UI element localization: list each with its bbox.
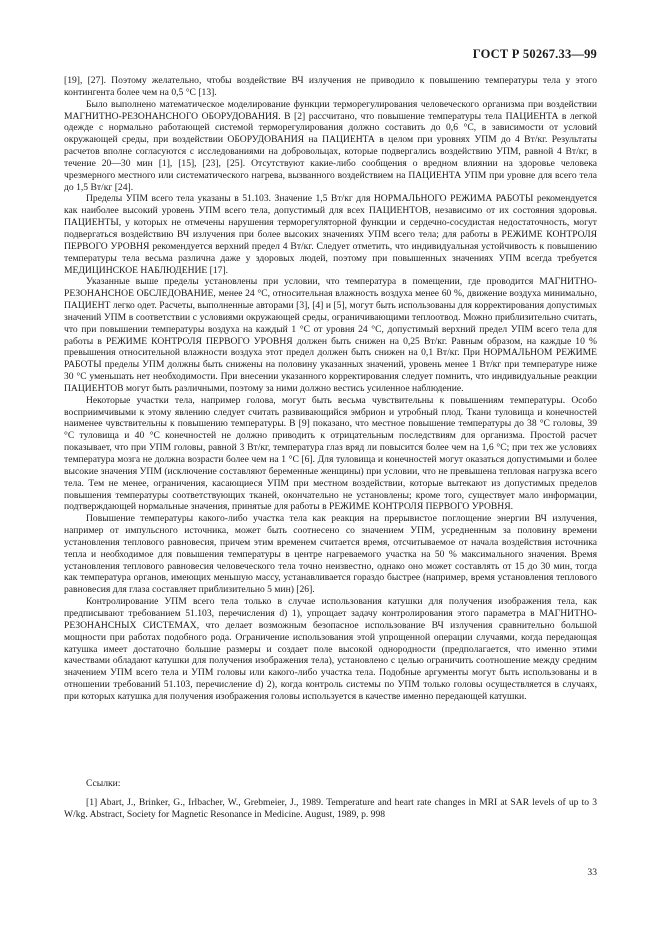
paragraph: Повышение температуры какого-либо участка тела как реакция на прерывистое поглощение энергии ВЧ излучения, например от импульсного источника, может быть соотнесено со значением УПМ, усредненным за половину времени установления теплового равновесия, причем этим временем считается время, отсчитываемое от начала воздействия источника тепла и необходимое для повышения температуры в центре нагреваемого участка на 50 % максимального значения. Время установления теплового равновесия человеческого тела точно неизвестно, однако оно может составлять от 15 до 30 мин, тогда как температура органов, имеющих меньшую массу, устанавливается гораздо быстрее (например, время установления теплового равновесия для глаза составляет приблизительно 5 мин) [26]. bbox=[64, 513, 597, 596]
body-text bbox=[64, 75, 597, 703]
paragraph: Указанные выше пределы установлены при условии, что температура в помещении, где проводится МАГНИТНО-РЕЗОНАНСНОЕ ОБСЛЕДОВАНИЕ, менее 24 °С, относительная влажность воздуха менее 60 %, движение воздуха минимально, ПАЦИЕНТ легко одет. Расчеты, выполненные авторами [3], [4] и [5], могут быть использованы для корректирования допустимых значений УПМ в соответствии с условиями окружающей среды, ограничивающими теплоотвод. Можно приблизительно считать, что при повышении температуры воздуха на каждый 1 °С от уровня 24 °С, допустимый верхний предел УПМ всего тела для работы в РЕЖИМЕ КОНТРОЛЯ ПЕРВОГО УРОВНЯ должен быть снижен на 0,25 Вт/кг. Равным образом, на каждые 10 % превышения относительной влажности воздуха этот предел должен быть снижен на 0,1 Вт/кг. При НОРМАЛЬНОМ РЕЖИМЕ РАБОТЫ пределы УПМ должны быть снижены на половину указанных значений, уровень менее 1 Вт/кг при температуре ниже 30 °С уменьшать нет необходимости. При внесении указанного корректирования следует помнить, что индивидуальные реакции ПАЦИЕНТОВ могут быть различными, поэтому за ними должно вестись усиленное наблюдение. bbox=[64, 276, 597, 394]
paragraph: Некоторые участки тела, например голова, могут быть весьма чувствительны к повышениям температуры. Особо восприимчивыми к этому явлению следует считать развивающийся эмбрион и утробный плод. Ткани туловища и конечностей наименее чувствительны к повышению температуры. В [9] показано, что местное повышение температуры до 38 °С головы, 39 °С туловища и 40 °С конечностей не должно приводить к отрицательным последствиям для организма. Простой расчет показывает, что при УПМ головы, равной 3 Вт/кг, температура глаз вряд ли повысится более чем на 1,6 °С; при тех же условиях температура мозга не должна возрасти более чем на 1 °С [6]. Для туловища и конечностей могут оказаться допустимыми и более высокие значения УПМ (исключение составляют беременные женщины) при условии, что не превышена тепловая нагрузка всего тела. Тем не менее, ограничения, касающиеся УПМ при местном воздействии, которые вытекают из допустимых пределов повышения температуры соответствующих тканей, окончательно не установлены; кроме того, существует мало информации, подтверждающей нормальные значения, принятые для работы в РЕЖИМЕ КОНТРОЛЯ ПЕРВОГО УРОВНЯ. bbox=[64, 394, 597, 513]
references-title: Ссылки: bbox=[86, 778, 121, 789]
paragraph: [19], [27]. Поэтому желательно, чтобы воздействие ВЧ излучения не приводило к повышению температуры тела у этого контингента более чем на 0,5 °С [13]. bbox=[64, 75, 597, 98]
paragraph: Пределы УПМ всего тела указаны в 51.103. Значение 1,5 Вт/кг для НОРМАЛЬНОГО РЕЖИМА РАБОТЫ рекомендуется как наиболее высокий уровень УПМ всего тела, допустимый для всех ПАЦИЕНТОВ, независимо от их состояния здоровья. ПАЦИЕНТЫ, у которых не отмечены нарушения терморегуляторной функции и сердечно-сосудистая недостаточность, могут подвергаться воздействию ВЧ излучения при более высоких значениях УПМ всего тела; для работы в РЕЖИМЕ КОНТРОЛЯ ПЕРВОГО УРОВНЯ рекомендуется верхний предел 4 Вт/кг. Следует отметить, что индивидуальная устойчивость к повышению температуры тела весьма различна даже у здоровых людей, поэтому при повышенных значениях УПМ всегда требуется МЕДИЦИНСКОЕ НАБЛЮДЕНИЕ [17]. bbox=[64, 193, 597, 276]
reference-item: [1] Abart, J., Brinker, G., Irlbacher, W., Grebmeier, J., 1989. Temperature and heart rate changes in MRI at SAR levels of up to 3 W/kg. Abstract, Society for Magnetic Resonance in Medicine. August, 1989, p. 998 bbox=[64, 797, 597, 820]
paragraph: Контролирование УПМ всего тела только в случае использования катушки для получения изображения тела, как предписывают требованием 51.103, перечисления d) 1), упрощает задачу контролирования этого параметра в МАГНИТНО-РЕЗОНАНСНЫХ СИСТЕМАХ, что делает возможным безопасное использование ВЧ излучения сравнительно большой мощности при работах подобного рода. Ограничение использования этой упрощенной операции случаями, когда передающая катушка имеет достаточно большие размеры и создает поле высокой однородности (предполагается, что именно этими качествами обладают катушки для получения изображения тела), установлено с целью ограничить соотношение между средним значением УПМ всего тела и УПМ головы или какого-либо участка тела. Подобные аргументы могут быть использованы и в отношении требований 51.103, перечисление d) 2), когда контроль системы по УПМ только головы осуществляется в случаях, при которых катушка для получения изображения головы используется в качестве именно передающей катушки. bbox=[64, 596, 597, 702]
standard-header: ГОСТ Р 50267.33—99 bbox=[472, 47, 597, 61]
page-number: 33 bbox=[587, 867, 597, 878]
paragraph: Было выполнено математическое моделирование функции терморегулирования человеческого организма при воздействии МАГНИТНО-РЕЗОНАНСНОГО ОБОРУДОВАНИЯ. В [2] рассчитано, что повышение температуры тела ПАЦИЕНТА в легкой одежде с нормально работающей системой терморегулирования должно составить до 0,6 °С, в зависимости от условий окружающей среды, при воздействии ОБОРУДОВАНИЯ на ПАЦИЕНТА в целом при уровнях УПМ до 4 Вт/кг. Результаты расчетов вполне согласуются с исследованиями на добровольцах, которые подвергались воздействию УПМ, равной 4 Вт/кг, в течение 20—30 мин [1], [15], [23], [25]. Отсутствуют какие-либо сообщения о вредном влиянии на здоровье человека чрезмерного местного или систематического нагрева, вызванного воздействием на ПАЦИЕНТА УПМ при уровне для всего тела до 1,5 Вт/кг [24]. bbox=[64, 98, 597, 193]
